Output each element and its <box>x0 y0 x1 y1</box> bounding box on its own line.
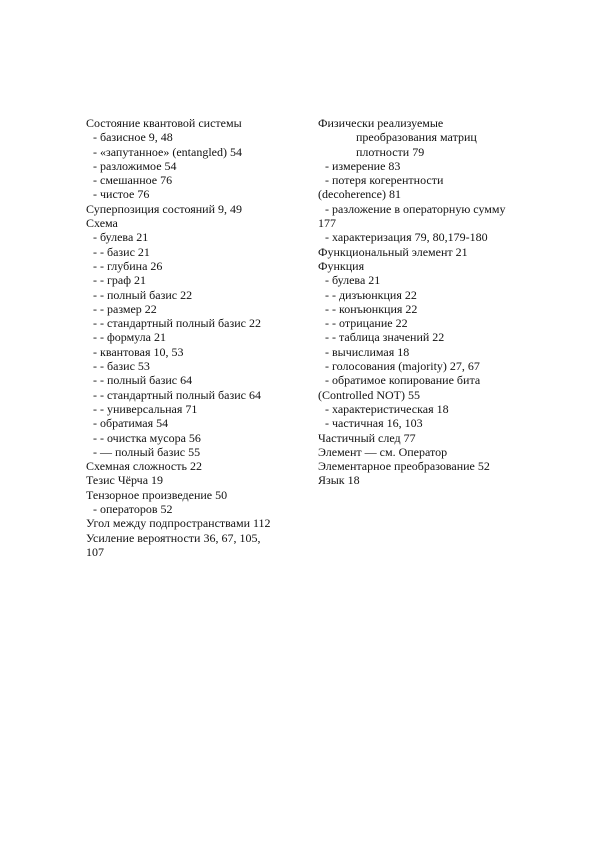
index-subentry: - - базис 21 <box>93 244 150 259</box>
index-subentry: - характеристическая 18 <box>325 401 449 416</box>
index-subentry: - измерение 83 <box>325 158 401 173</box>
index-entry: Функциональный элемент 21 <box>318 244 468 259</box>
index-entry: Язык 18 <box>318 473 360 488</box>
index-subentry: - булева 21 <box>93 230 149 245</box>
index-column-right <box>318 116 530 488</box>
index-entry: 107 <box>86 544 104 559</box>
index-subentry: - потеря когерентности <box>325 173 444 188</box>
index-subentry: - - конъюнкция 22 <box>325 301 418 316</box>
index-subentry: - - полный базис 22 <box>93 287 193 302</box>
index-subentry: - - формула 21 <box>93 330 166 345</box>
index-entry: Функция <box>318 258 365 273</box>
index-subentry: - операторов 52 <box>93 502 173 517</box>
index-subentry: - голосования (majority) 27, 67 <box>325 359 480 374</box>
index-subentry: - - стандартный полный базис 64 <box>93 387 261 402</box>
index-subentry: - - базис 53 <box>93 359 150 374</box>
index-subentry: - - глубина 26 <box>93 258 163 273</box>
index-continuation: (decoherence) 81 <box>318 187 401 202</box>
index-subentry: - - очистка мусора 56 <box>93 430 201 445</box>
index-subentry: - - размер 22 <box>93 301 157 316</box>
index-subentry: - - дизъюнкция 22 <box>325 287 417 302</box>
index-subentry: - - универсальная 71 <box>93 401 198 416</box>
index-entry: Состояние квантовой системы <box>86 116 242 130</box>
index-subentry: - базисное 9, 48 <box>93 130 173 145</box>
index-subentry: - квантовая 10, 53 <box>93 344 184 359</box>
index-subentry: - - полный базис 64 <box>93 373 193 388</box>
index-entry: Элементарное преобразование 52 <box>318 459 490 474</box>
index-subentry: - частичная 16, 103 <box>325 416 423 431</box>
index-entry: Тензорное произведение 50 <box>86 487 228 502</box>
index-continuation: (Controlled NOT) 55 <box>318 387 420 402</box>
index-subentry: - «запутанное» (entangled) 54 <box>93 144 242 159</box>
index-entry: Тезис Чёрча 19 <box>86 473 164 488</box>
index-entry: Угол между подпространствами 112 <box>86 516 271 531</box>
index-continuation: 177 <box>318 216 336 231</box>
index-subentry: - разложимое 54 <box>93 158 177 173</box>
index-subentry: - - стандартный полный базис 22 <box>93 316 261 331</box>
index-subentry: - чистое 76 <box>93 187 150 202</box>
index-subentry: - вычислимая 18 <box>325 344 410 359</box>
index-entry: Физически реализуемые <box>318 116 444 130</box>
index-entry: Суперпозиция состояний 9, 49 <box>86 201 242 216</box>
index-subentry: - - граф 21 <box>93 273 147 288</box>
index-subentry: - обратимая 54 <box>93 416 169 431</box>
index-column-left <box>86 116 296 559</box>
index-subentry: - - отрицание 22 <box>325 316 408 331</box>
index-entry: Частичный след 77 <box>318 430 416 445</box>
index-subentry: - обратимое копирование бита <box>325 373 481 388</box>
index-subentry: - — полный базис 55 <box>93 444 201 459</box>
index-entry: Схема <box>86 216 118 231</box>
index-continuation: плотности 79 <box>356 144 425 159</box>
index-subentry: - булева 21 <box>325 273 381 288</box>
index-entry: Усиление вероятности 36, 67, 105, <box>86 530 261 545</box>
index-subentry: - смешанное 76 <box>93 173 173 188</box>
index-subentry: - - таблица значений 22 <box>325 330 445 345</box>
index-entry: Элемент — см. Оператор <box>318 444 448 459</box>
index-subentry: - характеризация 79, 80,179-180 <box>325 230 488 245</box>
index-entry: Схемная сложность 22 <box>86 459 202 474</box>
index-continuation: преобразования матриц <box>356 130 477 145</box>
index-subentry: - разложение в операторную сумму <box>325 201 506 216</box>
